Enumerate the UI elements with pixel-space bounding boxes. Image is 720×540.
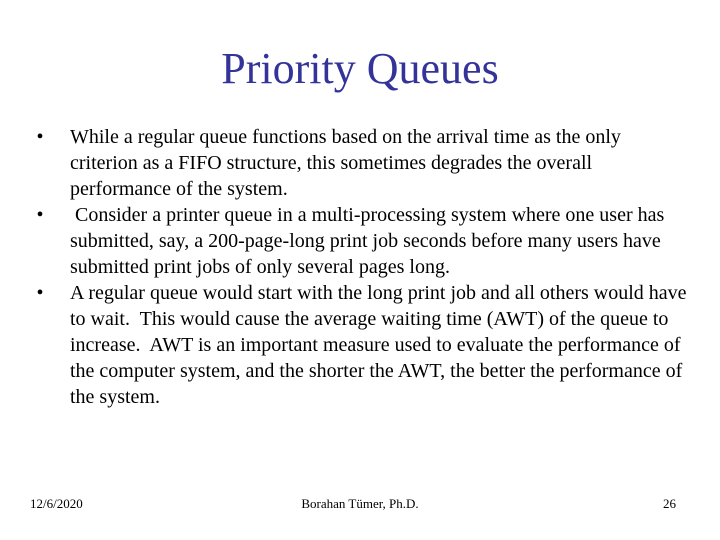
footer-author: Borahan Tümer, Ph.D. xyxy=(301,496,419,511)
bullet-text-2: Consider a printer queue in a multi-processing system where one user has submitted, say, a 200-page-long print job seconds before many users have submitted print jobs of only several pages long. xyxy=(70,204,670,278)
bullet-icon: • xyxy=(36,204,44,226)
bullet-text-1: While a regular queue functions based on the arrival time as the only criterion as a FIFO structure, this sometimes degrades the overall performance of the system. xyxy=(70,126,621,200)
slide-title: Priority Queues xyxy=(221,44,499,93)
bullet-item-1 xyxy=(30,124,690,202)
footer-date: 12/6/2020 xyxy=(30,496,83,511)
bullet-list xyxy=(30,124,690,410)
bullet-item-3 xyxy=(30,280,690,410)
footer-page-number: 26 xyxy=(663,496,676,511)
bullet-item-2 xyxy=(30,202,690,280)
bullet-text-3: A regular queue would start with the long print job and all others would have to wait. This would cause the average waiting time (AWT) of the queue to increase. AWT is an important measure used to evaluate the performance of the computer system, and the shorter the AWT, the better the performance of the system. xyxy=(70,282,692,408)
bullet-icon: • xyxy=(36,126,44,148)
bullet-icon: • xyxy=(36,282,44,304)
